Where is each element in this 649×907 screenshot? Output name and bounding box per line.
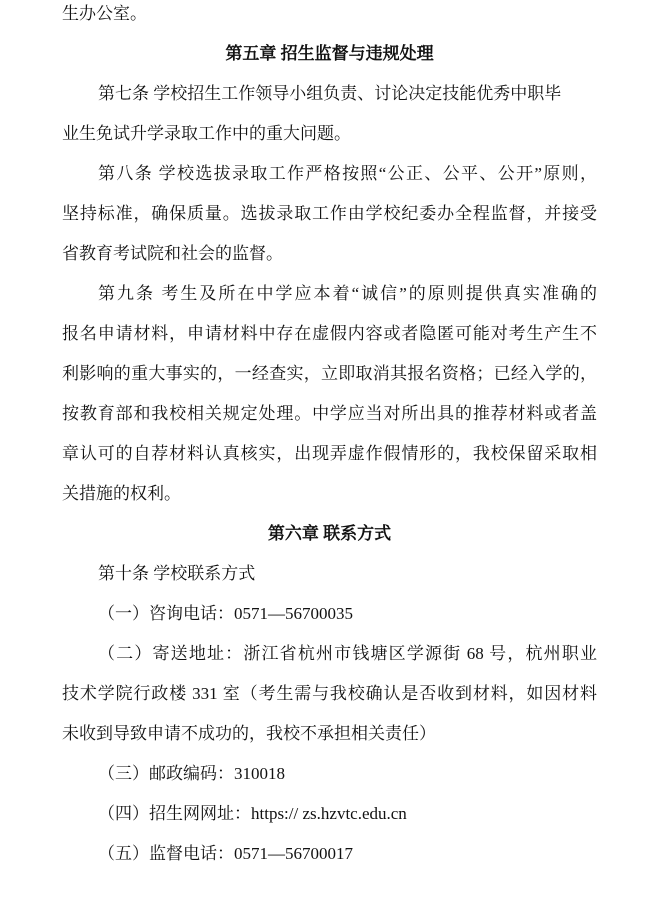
paragraph-line: 业生免试升学录取工作中的重大问题。 — [62, 124, 351, 143]
article-9 — [62, 274, 597, 514]
paragraph-line: 第七条 学校招生工作领导小组负责、讨论决定技能优秀中职毕 — [98, 84, 562, 103]
article-10-title: 第十条 学校联系方式 — [98, 564, 256, 583]
article-10 — [62, 554, 597, 874]
contact-item-supervision-phone — [62, 834, 597, 874]
paragraph-line: （四）招生网网址：https:// zs.hzvtc.edu.cn — [98, 804, 407, 823]
paragraph-line: 按教育部和我校相关规定处理。中学应当对所出具的推荐材料或者盖 — [62, 404, 597, 423]
paragraph-line: 第九条 考生及所在中学应本着“诚信”的原则提供真实准确的 — [98, 284, 597, 303]
paragraph-line: 章认可的自荐材料认真核实，出现弄虚作假情形的，我校保留采取相 — [62, 444, 597, 463]
paragraph-line: （一）咨询电话：0571—56700035 — [98, 604, 353, 623]
paragraph-line: 坚持标准，确保质量。选拔录取工作由学校纪委办全程监督，并接受 — [62, 204, 597, 223]
paragraph-line: （三）邮政编码：310018 — [98, 764, 285, 783]
paragraph-line: 技术学院行政楼 331 室（考生需与我校确认是否收到材料，如因材料 — [62, 684, 597, 703]
chapter-6-heading: 第六章 联系方式 — [267, 524, 392, 543]
paragraph-line: 生办公室。 — [62, 4, 147, 23]
contact-item-address — [62, 634, 597, 754]
contact-item-phone — [62, 594, 597, 634]
chapter-5-heading: 第五章 招生监督与违规处理 — [225, 44, 434, 63]
paragraph-line: 利影响的重大事实的，一经查实，立即取消其报名资格；已经入学的， — [62, 364, 597, 383]
paragraph-line: 未收到导致申请不成功的，我校不承担相关责任） — [62, 724, 436, 743]
contact-item-website — [62, 794, 597, 834]
article-7 — [62, 74, 597, 154]
contact-item-postcode — [62, 754, 597, 794]
paragraph-line: 关措施的权利。 — [62, 484, 181, 503]
paragraph-line: 省教育考试院和社会的监督。 — [62, 244, 283, 263]
paragraph-line: 第八条 学校选拔录取工作严格按照“公正、公平、公开”原则， — [98, 164, 597, 183]
document-body — [62, 0, 597, 874]
paragraph-line: 报名申请材料，申请材料中存在虚假内容或者隐匿可能对考生产生不 — [62, 324, 597, 343]
paragraph-line: （五）监督电话：0571—56700017 — [98, 844, 353, 863]
carryover-paragraph — [62, 0, 597, 34]
article-8 — [62, 154, 597, 274]
paragraph-line: （二）寄送地址：浙江省杭州市钱塘区学源街 68 号，杭州职业 — [98, 644, 597, 663]
